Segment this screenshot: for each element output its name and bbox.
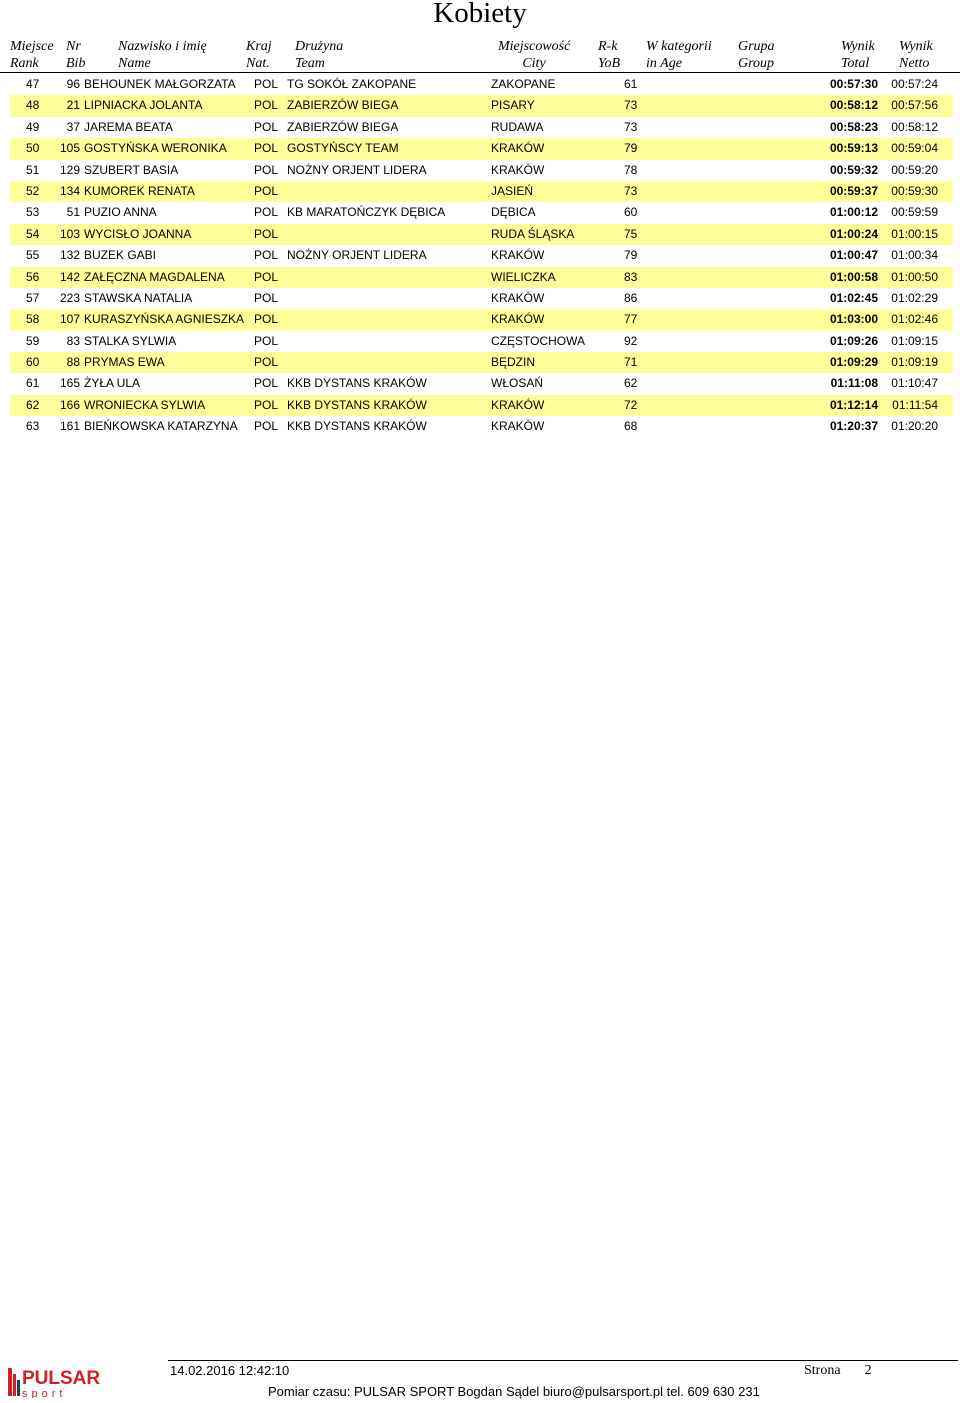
name-cell: BUZEK GABI (84, 248, 157, 263)
city-cell: CZĘSTOCHOWA (491, 333, 586, 348)
bib-cell: 51 (66, 205, 80, 220)
header-rank (10, 38, 54, 72)
logo-subtext: sport (22, 1388, 67, 1398)
table-row (10, 117, 953, 138)
nat-cell: POL (254, 290, 279, 305)
team-cell: ZABIERZÓW BIEGA (287, 119, 399, 134)
city-cell: KRAKÓW (491, 312, 545, 327)
net-time-cell: 01:00:15 (891, 226, 938, 241)
nat-cell: POL (254, 312, 279, 327)
nat-cell: POL (254, 397, 279, 412)
table-row (10, 74, 953, 95)
city-cell: KRAKÓW (491, 248, 545, 263)
nat-cell: POL (254, 376, 279, 391)
header-team-pl: Drużyna (295, 39, 344, 54)
header-nat (246, 38, 272, 72)
total-time-cell: 01:09:26 (829, 333, 878, 348)
rank-cell: 62 (26, 397, 40, 412)
table-header (0, 38, 960, 74)
net-time-cell: 00:59:30 (891, 183, 938, 198)
bib-cell: 223 (59, 290, 80, 305)
yob-cell: 60 (624, 205, 638, 220)
bib-cell: 166 (59, 397, 80, 412)
yob-cell: 73 (624, 98, 638, 113)
header-rank-pl: Miejsce (10, 39, 54, 54)
team-cell: KB MARATOŃCZYK DĘBICA (287, 205, 446, 220)
yob-cell: 78 (624, 162, 638, 177)
total-time-cell: 01:20:37 (829, 419, 878, 434)
city-cell: PISARY (491, 98, 535, 113)
rank-cell: 56 (26, 269, 40, 284)
page-label: Strona (804, 1363, 841, 1378)
yob-cell: 61 (624, 77, 638, 91)
name-cell: JAREMA BEATA (84, 119, 173, 134)
header-total-en: Total (841, 56, 870, 71)
header-group (738, 38, 775, 72)
city-cell: ZAKOPANE (491, 77, 556, 91)
rank-cell: 50 (26, 141, 40, 156)
name-cell: GOSTYŃSKA WERONIKA (84, 141, 227, 156)
nat-cell: POL (254, 141, 279, 156)
yob-cell: 83 (624, 269, 638, 284)
header-group-en: Group (738, 56, 775, 71)
net-time-cell: 01:10:47 (891, 376, 938, 391)
timing-credit: Pomiar czasu: PULSAR SPORT Bogdan Sądel biuro@pulsarsport.pl tel. 609 630 231 (268, 1384, 760, 1399)
total-time-cell: 00:59:32 (829, 162, 878, 177)
table-row (10, 181, 953, 202)
rank-cell: 57 (26, 290, 40, 305)
yob-cell: 73 (624, 183, 638, 198)
rank-cell: 58 (26, 312, 40, 327)
bib-cell: 103 (59, 226, 80, 241)
total-time-cell: 00:59:13 (829, 141, 878, 156)
rank-cell: 63 (26, 419, 40, 434)
header-city (498, 38, 570, 72)
team-cell: TG SOKÓŁ ZAKOPANE (287, 77, 417, 91)
rank-cell: 49 (26, 119, 40, 134)
rank-cell: 53 (26, 205, 40, 220)
yob-cell: 79 (624, 248, 638, 263)
yob-cell: 79 (624, 141, 638, 156)
rank-cell: 61 (26, 376, 40, 391)
table-row (10, 224, 953, 245)
nat-cell: POL (254, 269, 279, 284)
table-row (10, 245, 953, 266)
total-time-cell: 01:02:45 (829, 290, 878, 305)
yob-cell: 72 (624, 397, 638, 412)
nat-cell: POL (254, 333, 279, 348)
net-time-cell: 00:57:24 (891, 77, 938, 91)
table-row (10, 331, 953, 352)
header-netto-pl: Wynik (899, 39, 933, 54)
header-category (646, 38, 712, 72)
name-cell: ŻYŁA ULA (84, 376, 141, 391)
nat-cell: POL (254, 205, 279, 220)
team-cell: KKB DYSTANS KRAKÓW (287, 376, 427, 391)
header-yob-pl: R-k (598, 39, 618, 54)
rank-cell: 55 (26, 248, 40, 263)
header-nat-en: Nat. (246, 56, 270, 71)
name-cell: KURASZYŃSKA AGNIESZKA (84, 312, 245, 327)
table-row (10, 267, 953, 288)
total-time-cell: 00:58:23 (829, 119, 878, 134)
yob-cell: 86 (624, 290, 638, 305)
name-cell: WYCISŁO JOANNA (84, 226, 192, 241)
header-bib-en: Bib (66, 56, 86, 71)
yob-cell: 68 (624, 419, 638, 434)
bib-cell: 37 (66, 119, 80, 134)
header-category-pl: W kategorii (646, 39, 712, 54)
team-cell: NOŻNY ORJENT LIDERA (287, 162, 427, 177)
header-total-pl: Wynik (841, 39, 875, 54)
city-cell: JASIEŃ (491, 183, 534, 198)
header-name (118, 38, 207, 72)
rank-cell: 52 (26, 183, 40, 198)
rank-cell: 48 (26, 98, 40, 113)
table-row (10, 373, 953, 394)
city-cell: KRAKÓW (491, 162, 545, 177)
total-time-cell: 00:59:37 (829, 183, 878, 198)
bib-cell: 129 (59, 162, 80, 177)
header-total (841, 38, 875, 72)
city-cell: WŁOSAŃ (491, 376, 544, 391)
total-time-cell: 01:00:58 (829, 269, 878, 284)
name-cell: SZUBERT BASIA (84, 162, 179, 177)
net-time-cell: 01:02:29 (891, 290, 938, 305)
header-divider (0, 72, 960, 73)
bib-cell: 134 (59, 183, 80, 198)
header-group-pl: Grupa (738, 39, 775, 54)
header-name-en: Name (118, 56, 151, 71)
team-cell: KKB DYSTANS KRAKÓW (287, 397, 427, 412)
logo-bar-1 (8, 1368, 12, 1396)
rank-cell: 54 (26, 226, 40, 241)
nat-cell: POL (254, 248, 279, 263)
header-bib (66, 38, 85, 72)
net-time-cell: 01:00:50 (891, 269, 938, 284)
nat-cell: POL (254, 183, 279, 198)
yob-cell: 73 (624, 119, 638, 134)
page-indicator (804, 1362, 872, 1380)
team-cell: KKB DYSTANS KRAKÓW (287, 419, 427, 434)
logo-text: PULSAR (22, 1368, 101, 1389)
yob-cell: 77 (624, 312, 638, 327)
total-time-cell: 01:00:47 (829, 248, 878, 263)
table-row (10, 395, 953, 416)
page-number: 2 (864, 1363, 872, 1378)
logo-bar-2 (13, 1374, 16, 1396)
bib-cell: 88 (66, 355, 80, 370)
page-title: Kobiety (433, 0, 527, 29)
city-cell: KRAKÓW (491, 397, 545, 412)
nat-cell: POL (254, 77, 279, 91)
yob-cell: 71 (624, 355, 638, 370)
nat-cell: POL (254, 419, 279, 434)
total-time-cell: 01:09:29 (829, 355, 878, 370)
bib-cell: 132 (59, 248, 80, 263)
footer-divider (168, 1360, 958, 1361)
team-cell: NOŻNY ORJENT LIDERA (287, 248, 427, 263)
city-cell: RUDA ŚLĄSKA (491, 226, 575, 241)
header-category-en: in Age (646, 56, 682, 71)
name-cell: BEHOUNEK MAŁGORZATA (84, 77, 236, 91)
city-cell: BĘDZIN (491, 355, 536, 370)
bib-cell: 142 (59, 269, 80, 284)
header-bib-pl: Nr (66, 39, 81, 54)
yob-cell: 75 (624, 226, 638, 241)
total-time-cell: 01:00:12 (829, 205, 878, 220)
net-time-cell: 01:00:34 (891, 248, 938, 263)
header-yob-en: YoB (598, 56, 621, 71)
table-row (10, 202, 953, 223)
yob-cell: 62 (624, 376, 638, 391)
rank-cell: 59 (26, 333, 40, 348)
total-time-cell: 00:57:30 (829, 77, 878, 91)
city-cell: RUDAWA (491, 119, 544, 134)
rank-cell: 51 (26, 162, 40, 177)
bib-cell: 105 (59, 141, 80, 156)
net-time-cell: 00:57:56 (891, 98, 938, 113)
rank-cell: 60 (26, 355, 40, 370)
logo-bar-3 (17, 1380, 20, 1396)
net-time-cell: 01:11:54 (892, 397, 938, 412)
net-time-cell: 00:59:59 (891, 205, 938, 220)
print-datetime: 14.02.2016 12:42:10 (170, 1363, 290, 1378)
name-cell: BIEŃKOWSKA KATARZYNA (84, 419, 238, 434)
nat-cell: POL (254, 98, 279, 113)
table-row (10, 138, 953, 159)
total-time-cell: 01:11:08 (830, 376, 878, 391)
table-row (10, 309, 953, 330)
yob-cell: 92 (624, 333, 638, 348)
name-cell: STALKA SYLWIA (84, 333, 177, 348)
bib-cell: 21 (66, 98, 80, 113)
nat-cell: POL (254, 226, 279, 241)
city-cell: KRAKÓW (491, 290, 545, 305)
net-time-cell: 01:09:19 (891, 355, 938, 370)
net-time-cell: 01:20:20 (891, 419, 938, 434)
bib-cell: 161 (59, 419, 80, 434)
header-yob (598, 38, 620, 72)
rank-cell: 47 (26, 77, 40, 91)
net-time-cell: 01:09:15 (891, 333, 938, 348)
net-time-cell: 00:59:04 (891, 141, 938, 156)
name-cell: PUZIO ANNA (84, 205, 157, 220)
bib-cell: 83 (66, 333, 80, 348)
header-team-en: Team (295, 56, 325, 71)
name-cell: STAWSKA NATALIA (84, 290, 193, 305)
header-nat-pl: Kraj (246, 39, 272, 54)
bib-cell: 96 (66, 77, 80, 91)
total-time-cell: 01:03:00 (829, 312, 878, 327)
pulsar-sport-logo (8, 1364, 108, 1398)
header-city-pl: Miejscowość (498, 39, 571, 54)
name-cell: PRYMAS EWA (84, 355, 165, 370)
nat-cell: POL (254, 355, 279, 370)
net-time-cell: 00:58:12 (891, 119, 938, 134)
name-cell: ZAŁĘCZNA MAGDALENA (84, 269, 225, 284)
table-row (10, 160, 953, 181)
name-cell: KUMOREK RENATA (84, 183, 195, 198)
header-team (295, 38, 343, 72)
nat-cell: POL (254, 162, 279, 177)
city-cell: DĘBICA (491, 205, 536, 220)
header-rank-en: Rank (10, 56, 39, 71)
team-cell: ZABIERZÓW BIEGA (287, 98, 399, 113)
city-cell: KRAKÓW (491, 419, 545, 434)
total-time-cell: 01:00:24 (829, 226, 878, 241)
table-row (10, 95, 953, 116)
header-netto (899, 38, 933, 72)
name-cell: WRONIECKA SYLWIA (84, 397, 206, 412)
results-table (10, 74, 953, 438)
header-city-en: City (522, 56, 546, 71)
table-row (10, 416, 953, 437)
net-time-cell: 01:02:46 (891, 312, 938, 327)
city-cell: KRAKÓW (491, 141, 545, 156)
total-time-cell: 01:12:14 (829, 397, 878, 412)
net-time-cell: 00:59:20 (891, 162, 938, 177)
total-time-cell: 00:58:12 (829, 98, 878, 113)
city-cell: WIELICZKA (491, 269, 556, 284)
bib-cell: 165 (59, 376, 80, 391)
table-row (10, 288, 953, 309)
table-row (10, 352, 953, 373)
team-cell: GOSTYŃSCY TEAM (287, 141, 399, 156)
name-cell: LIPNIACKA JOLANTA (84, 98, 203, 113)
bib-cell: 107 (59, 312, 80, 327)
header-netto-en: Netto (899, 56, 930, 71)
nat-cell: POL (254, 119, 279, 134)
header-name-pl: Nazwisko i imię (118, 39, 207, 54)
